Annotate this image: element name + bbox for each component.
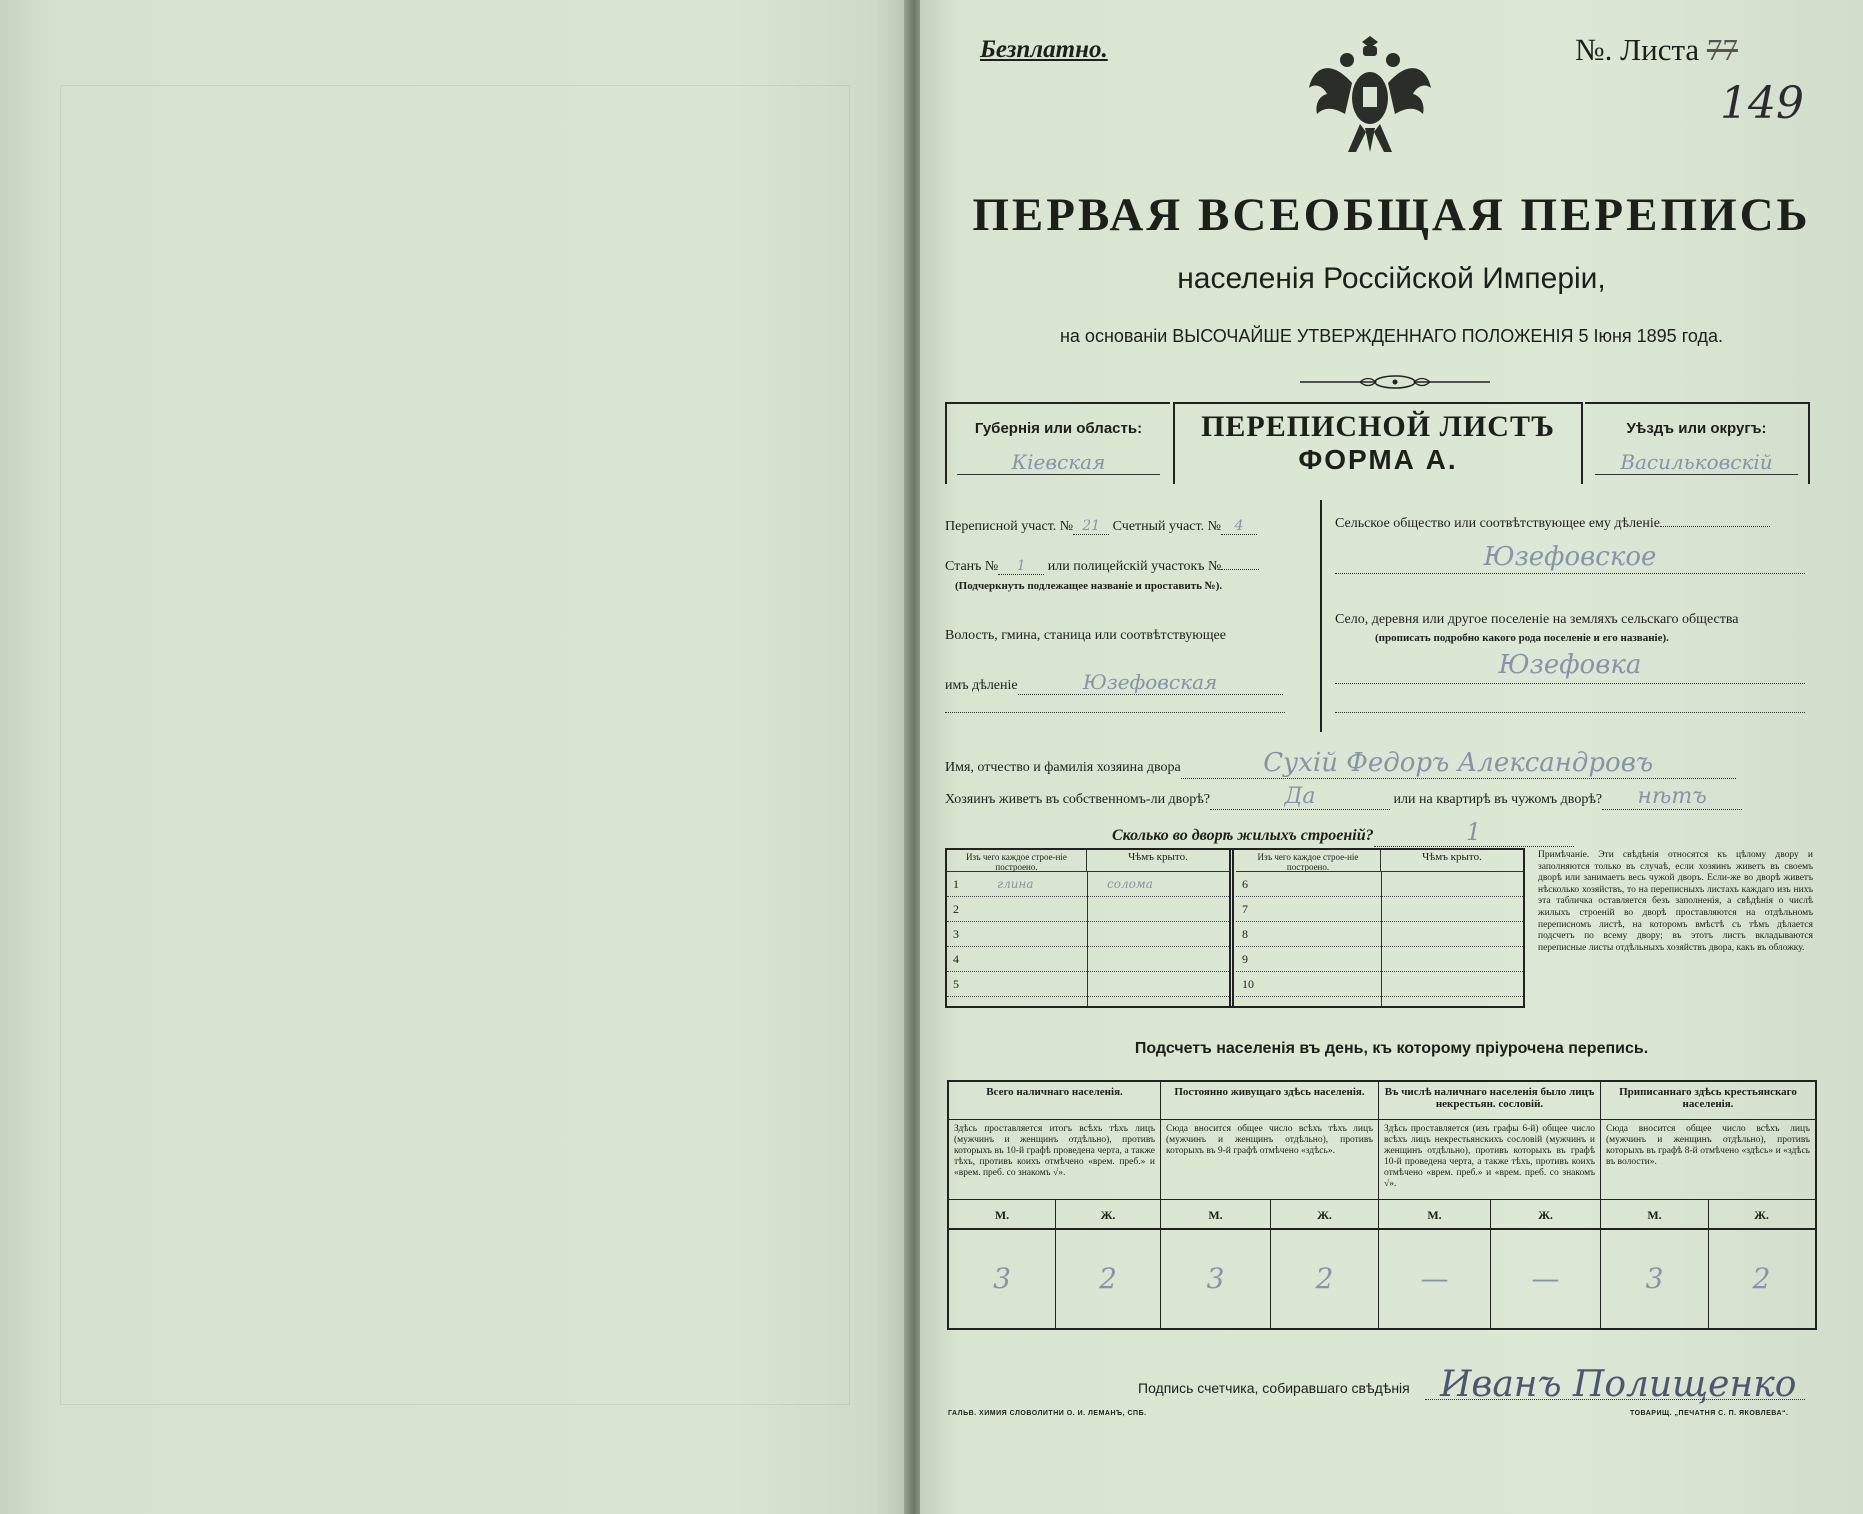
col-description: Сюда вносится общее число всѣхъ лицъ (мужчинъ и женщинъ отдѣльно), противъ которыхъ въ графѣ 8-й отмѣчено «здѣсь» и «здѣсь въ волости». xyxy=(1601,1120,1815,1200)
female-header: Ж. xyxy=(1270,1200,1379,1230)
ornament-divider xyxy=(1300,374,1490,390)
buildings-note: Примѣчаніе. Эти свѣдѣнія относятся къ цѣлому двору и заполняются только въ случаѣ, если хозяинъ живетъ въ своемъ дворѣ или занимаетъ весь чужой дворъ. Если-же во дворѣ живетъ нѣсколько хозяйствъ, то на переписныхъ листахъ каждаго изъ нихъ эта табличка оставляется безъ заполненія, а свѣдѣнія о числѣ жилыхъ строеній во дворѣ проставляются на отдѣльномъ переписномъ листѣ, на которомъ вмѣстѣ съ тѣмъ дѣлается подсчетъ по всему двору; въ этотъ листъ вкладываются переписные листы отдѣльныхъ хозяйствъ двора, какъ въ обложку. xyxy=(1538,850,1813,953)
male-header: М. xyxy=(949,1200,1055,1230)
col-divider xyxy=(1087,872,1088,1006)
col-heading: Въ числѣ наличнаго населенія было лицъ некрестьян. сословій. xyxy=(1379,1082,1600,1120)
population-col-registered-peasant xyxy=(1601,1082,1815,1328)
village-value: Юзефовка xyxy=(1335,650,1805,684)
building-num: 5 xyxy=(953,977,959,991)
building-num: 2 xyxy=(953,902,959,916)
stan-row xyxy=(945,558,1259,575)
col-heading: Всего наличнаго населенія. xyxy=(949,1082,1160,1120)
building-row xyxy=(947,922,1229,947)
rent-value: нѣтъ xyxy=(1602,784,1742,810)
address-block xyxy=(945,500,1805,740)
own-yard-value: Да xyxy=(1210,784,1390,810)
yard-row xyxy=(945,784,1742,810)
address-divider xyxy=(1320,500,1322,732)
form-designation: ФОРМА А. xyxy=(1298,444,1458,475)
volost-row xyxy=(945,670,1283,695)
female-header: Ж. xyxy=(1708,1200,1815,1230)
volost-label-2: имъ дѣленіе xyxy=(945,678,1018,693)
village-label: Село, деревня или другое поселеніе на земляхъ сельскаго общества xyxy=(1335,612,1739,627)
uezd-label: Уѣздъ или округъ: xyxy=(1626,420,1767,437)
district-row xyxy=(945,518,1257,535)
society-label: Сельское общество или соотвѣтствующее ему дѣленіе xyxy=(1335,516,1660,531)
material-header: Изъ чего каждое строе-ніе построено. xyxy=(947,850,1087,872)
building-num: 6 xyxy=(1242,877,1248,891)
province-box xyxy=(945,402,1170,484)
building-row xyxy=(947,947,1229,972)
building-num: 4 xyxy=(953,952,959,966)
form-header-row xyxy=(945,402,1810,484)
owner-label: Имя, отчество и фамилія хозяина двора xyxy=(945,760,1181,775)
stan-value: 1 xyxy=(998,558,1044,575)
building-row xyxy=(1236,972,1523,997)
counting-district-value: 4 xyxy=(1221,518,1257,535)
printer-imprint-left: ГАЛЬВ. ХИМИЯ СЛОВОЛИТНИ О. И. ЛЕМАНЪ, СПБ. xyxy=(948,1410,1147,1417)
form-title-box xyxy=(1173,402,1583,484)
building-row xyxy=(947,897,1229,922)
province-value: Кіевская xyxy=(957,450,1160,475)
female-count: — xyxy=(1531,1262,1560,1295)
col-description: Здѣсь проставляется итогъ всѣхъ тѣхъ лицъ (мужчинъ и женщинъ отдѣльно), противъ которыхъ въ 10-й графѣ проведена черта, а также тѣхъ, противъ коихъ отмѣчено «врем. преб.» и «врем. преб. со знакомъ √». xyxy=(949,1120,1160,1200)
male-count: 3 xyxy=(1645,1262,1664,1295)
building-num: 9 xyxy=(1242,952,1248,966)
female-header: Ж. xyxy=(1490,1200,1601,1230)
population-col-present xyxy=(949,1082,1161,1328)
building-row xyxy=(1236,947,1523,972)
uezd-value: Васильковскій xyxy=(1595,450,1798,475)
material-header-right: Изъ чего каждое строе-ніе построено. xyxy=(1236,850,1381,872)
buildings-table xyxy=(945,848,1525,1008)
building-row xyxy=(947,972,1229,997)
census-form-page xyxy=(920,0,1863,1514)
building-row xyxy=(947,872,1229,897)
buildings-value: 1 xyxy=(1374,818,1574,847)
buildings-table-left xyxy=(947,850,1229,1006)
census-subtitle: населенія Россійской Имперіи, xyxy=(1177,262,1606,295)
volost-extra-line xyxy=(945,712,1285,713)
legal-basis-line: на основаніи ВЫСОЧАЙШЕ УТВЕРЖДЕННАГО ПОЛОЖЕНІЯ 5 Іюня 1895 года. xyxy=(1059,326,1723,346)
form-title: ПЕРЕПИСНОЙ ЛИСТЪ xyxy=(1201,410,1555,443)
building-num: 1 xyxy=(953,877,959,891)
sheet-number xyxy=(1575,32,1738,68)
buildings-row xyxy=(1112,818,1574,847)
female-count: 2 xyxy=(1315,1262,1334,1295)
buildings-table-separator xyxy=(1229,850,1234,1006)
police-district-value xyxy=(1221,569,1259,570)
population-col-non-peasant xyxy=(1379,1082,1601,1328)
sheet-number-label: №. Листа xyxy=(1575,32,1700,67)
volost-label-1: Волость, гмина, станица или соотвѣтствующее xyxy=(945,628,1226,643)
owner-row xyxy=(945,748,1736,779)
village-note: (прописать подробно какого рода поселеніе и его названіе). xyxy=(1375,632,1669,644)
sheet-number-crossed: 77 xyxy=(1706,32,1738,67)
buildings-label: Сколько во дворѣ жилыхъ строеній? xyxy=(1112,827,1374,844)
rent-label: или на квартирѣ въ чужомъ дворѣ? xyxy=(1393,792,1603,807)
population-count-title: Подсчетъ населенія въ день, къ которому пріурочена перепись. xyxy=(1134,1040,1649,1057)
col-description: Сюда вносится общее число всѣхъ тѣхъ лицъ (мужчинъ и женщинъ отдѣльно), противъ которыхъ въ 9-й графѣ отмѣчено «здѣсь». xyxy=(1161,1120,1378,1200)
col-heading: Постоянно живущаго здѣсь населенія. xyxy=(1161,1082,1378,1120)
male-count: — xyxy=(1420,1262,1449,1295)
police-district-label: или полицейскій участокъ № xyxy=(1047,559,1222,574)
society-row xyxy=(1335,516,1770,532)
province-label: Губернія или область: xyxy=(974,420,1143,437)
society-line xyxy=(1660,526,1770,527)
building-material: глина xyxy=(997,877,1034,891)
population-col-permanent xyxy=(1161,1082,1379,1328)
volost-value: Юзефовская xyxy=(1018,670,1283,695)
owner-value: Сухій Федоръ Александровъ xyxy=(1181,748,1736,779)
village-extra-line xyxy=(1335,712,1805,713)
census-district-label: Переписной участ. № xyxy=(945,519,1074,534)
stan-label: Станъ № xyxy=(945,559,999,574)
census-title: ПЕРВАЯ ВСЕОБЩАЯ ПЕРЕПИСЬ xyxy=(972,189,1811,241)
col-divider xyxy=(1381,872,1382,1006)
society-value: Юзефовское xyxy=(1335,542,1805,574)
free-of-charge-label: Безплатно. xyxy=(980,36,1108,63)
signature-label: Подпись счетчика, собиравшаго свѣдѣнія xyxy=(1138,1380,1410,1396)
male-header: М. xyxy=(1601,1200,1708,1230)
stan-note: (Подчеркнуть подлежащее названіе и проставить №). xyxy=(955,580,1223,592)
female-count: 2 xyxy=(1099,1262,1117,1295)
uezd-box xyxy=(1585,402,1810,484)
signature-line xyxy=(1425,1399,1805,1400)
male-count: 3 xyxy=(1206,1262,1225,1295)
roof-header-right: Чѣмъ крыто. xyxy=(1381,850,1523,872)
census-district-value: 21 xyxy=(1073,518,1109,535)
buildings-table-right xyxy=(1236,850,1523,1006)
building-num: 3 xyxy=(953,927,959,941)
counting-district-label: Счетный участ. № xyxy=(1112,519,1221,534)
left-page-blank xyxy=(0,0,912,1514)
building-num: 10 xyxy=(1242,977,1254,991)
male-header: М. xyxy=(1161,1200,1270,1230)
double-headed-eagle-emblem xyxy=(1305,28,1435,168)
folio-number-handwritten: 149 xyxy=(1720,78,1804,129)
female-header: Ж. xyxy=(1055,1200,1161,1230)
population-table xyxy=(947,1080,1817,1330)
building-row xyxy=(1236,897,1523,922)
male-count: 3 xyxy=(993,1262,1011,1295)
building-num: 7 xyxy=(1242,902,1248,916)
signature-value: Иванъ Полищенко xyxy=(1440,1364,1797,1405)
building-row xyxy=(1236,922,1523,947)
bleed-through-form xyxy=(60,85,850,1405)
building-roof: солома xyxy=(1107,877,1153,891)
own-yard-label: Хозяинъ живетъ въ собственномъ-ли дворѣ? xyxy=(945,792,1211,807)
printer-imprint-right: ТОВАРИЩ. „ПЕЧАТНЯ С. П. ЯКОВЛЕВА“. xyxy=(1630,1410,1789,1417)
col-heading: Приписаннаго здѣсь крестьянскаго населенія. xyxy=(1601,1082,1815,1120)
col-description: Здѣсь проставляется (изъ графы 6-й) общее число всѣхъ лицъ некрестьянскихъ сословій (мужчинъ и женщинъ отдѣльно), противъ которыхъ въ графѣ 10-й проведена черта, а также тѣхъ, противъ коихъ отмѣчено «врем. преб.» и «врем. преб. со знакомъ √». xyxy=(1379,1120,1600,1200)
roof-header: Чѣмъ крыто. xyxy=(1087,850,1229,872)
building-row xyxy=(1236,872,1523,897)
female-count: 2 xyxy=(1752,1262,1771,1295)
male-header: М. xyxy=(1379,1200,1490,1230)
building-num: 8 xyxy=(1242,927,1248,941)
